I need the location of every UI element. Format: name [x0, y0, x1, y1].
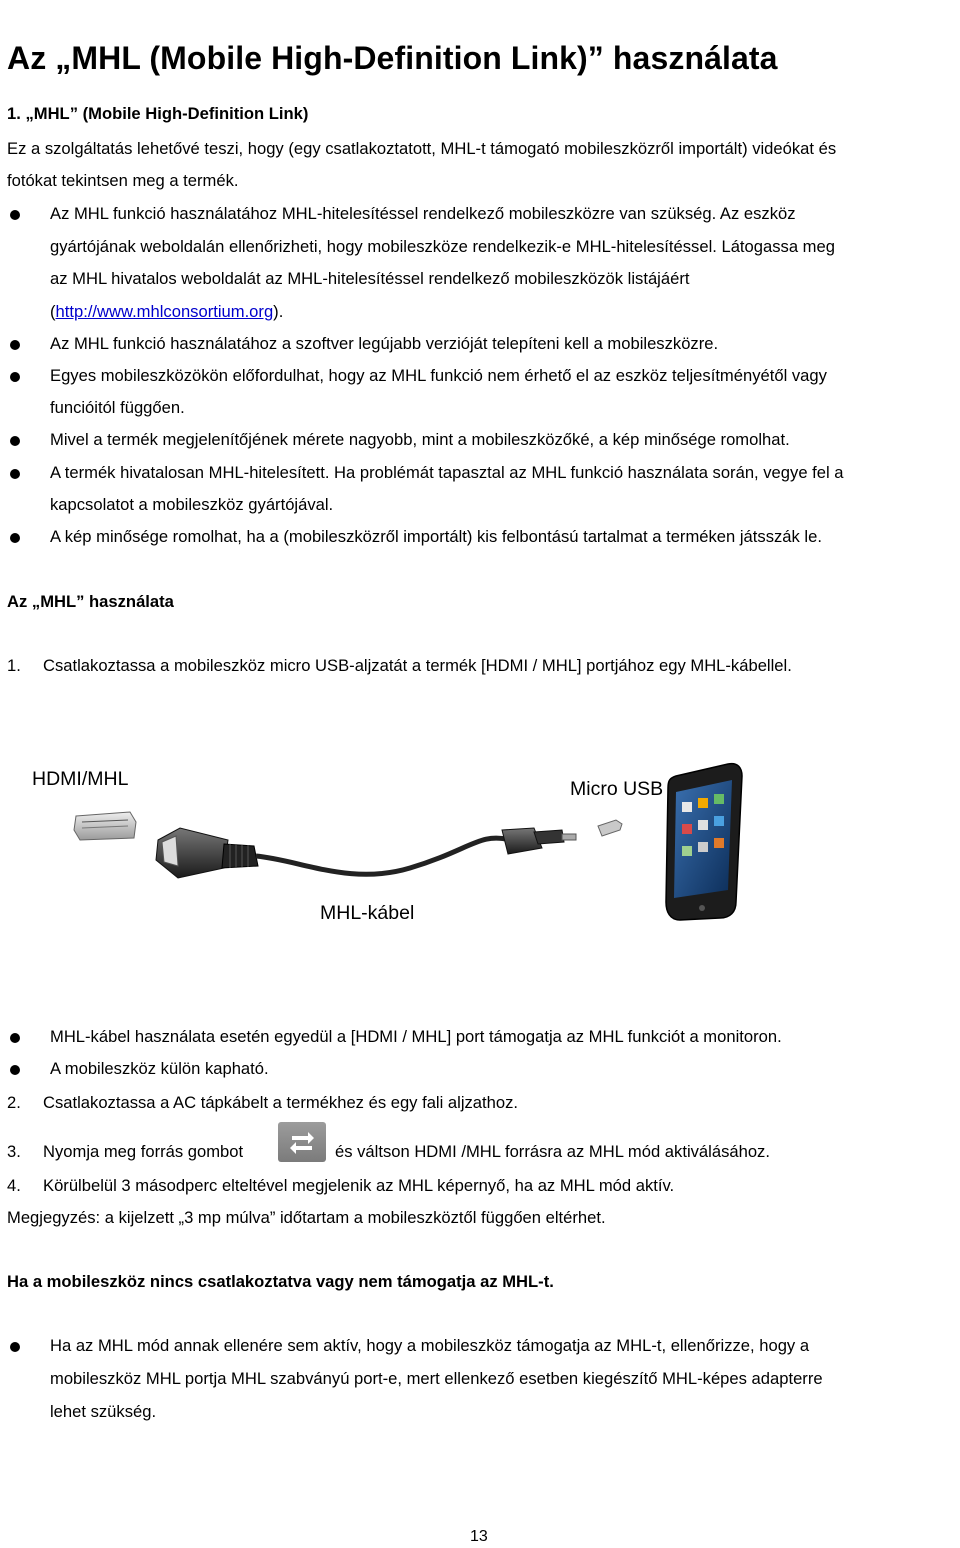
bullet-1-line-1: Az MHL funkció használatához MHL-hitelesítéssel rendelkező mobileszközre van szükség. Az eszköz — [50, 204, 796, 223]
micro-usb-label: Micro USB — [570, 778, 664, 800]
step-3-text-before: Nyomja meg forrás gombot — [43, 1142, 244, 1161]
source-arrows-icon — [278, 1122, 326, 1162]
mhl-cable-label: MHL-kábel — [320, 902, 415, 924]
step-3-number: 3. — [7, 1142, 21, 1161]
mhl-cable-icon — [150, 810, 590, 890]
page-number: 13 — [470, 1528, 488, 1545]
bullet-4-line-1: Mivel a termék megjelenítőjének mérete nagyobb, mint a mobileszközőké, a kép minősége romolhat. — [50, 430, 790, 449]
hdmi-mhl-label: HDMI/MHL — [32, 768, 129, 790]
step-1-number: 1. — [7, 656, 21, 675]
bullet-dot-icon — [10, 469, 20, 479]
bullet-2-line-1: Az MHL funkció használatához a szoftver legújabb verzióját telepíteni kell a mobileszközre. — [50, 334, 719, 353]
step-3-text-after: és váltson HDMI /MHL forrásra az MHL mód aktiválásához. — [335, 1142, 770, 1161]
troubleshoot-line-2: mobileszköz MHL portja MHL szabványú port-e, mert ellenkező esetben kiegészítő MHL-képes adapterre — [50, 1369, 823, 1388]
step-2-text: Csatlakoztassa a AC tápkábelt a termékhez és egy fali aljzathoz. — [43, 1093, 519, 1112]
step-1-text: Csatlakoztassa a mobileszköz micro USB-aljzatát a termék [HDMI / MHL] portjához egy MHL-kábellel. — [43, 656, 792, 675]
step-4-number: 4. — [7, 1176, 21, 1195]
bullet-dot-icon — [10, 372, 20, 382]
bullet-dot-icon — [10, 210, 20, 220]
bullet-dot-icon — [10, 1033, 20, 1043]
bullet-dot-icon — [10, 533, 20, 543]
note-text: Megjegyzés: a kijelzett „3 mp múlva” időtartam a mobileszköztől függően eltérhet. — [7, 1208, 606, 1227]
bullet-5-line-1: A termék hivatalosan MHL-hitelesített. Ha problémát tapasztal az MHL funkció használata során, vegye fel a — [50, 463, 844, 482]
mobile-phone-icon — [662, 762, 746, 922]
bullet-1-line-2: gyártójának weboldalán ellenőrizheti, hogy mobileszköze rendelkezik-e MHL-hitelesítéssel. Látogassa meg — [50, 237, 835, 256]
intro-line-2: fotókat tekintsen meg a termék. — [7, 171, 239, 190]
bullet-3-line-1: Egyes mobileszközökön előfordulhat, hogy az MHL funkció nem érhető el az eszköz teljesítményétől vagy — [50, 366, 827, 385]
bullet-6-line-1: A kép minősége romolhat, ha a (mobileszközről importált) kis felbontású tartalmat a terméken játsszák le. — [50, 527, 822, 546]
bullet-dot-icon — [10, 1342, 20, 1352]
bullet-3-line-2: funcióitól függően. — [50, 398, 185, 417]
bullet-dot-icon — [10, 340, 20, 350]
step-4-text: Körülbelül 3 másodperc elteltével megjelenik az MHL képernyő, ha az MHL mód aktív. — [43, 1176, 675, 1195]
link-suffix: ). — [273, 302, 284, 321]
source-switch-icon — [278, 1122, 326, 1162]
mhl-consortium-link[interactable]: http://www.mhlconsortium.org — [55, 302, 274, 321]
usage-heading: Az „MHL” használata — [7, 592, 174, 611]
page-title: Az „MHL (Mobile High-Definition Link)” használata — [7, 40, 778, 76]
bullet-dot-icon — [10, 1065, 20, 1075]
link-prefix: ( — [50, 302, 56, 321]
bullet-dot-icon — [10, 436, 20, 446]
micro-usb-connector-icon — [596, 816, 626, 838]
note-line-1: MHL-kábel használata esetén egyedül a [HDMI / MHL] port támogatja az MHL funkciót a monitoron. — [50, 1027, 782, 1046]
step-2-number: 2. — [7, 1093, 21, 1112]
troubleshoot-line-3: lehet szükség. — [50, 1402, 157, 1421]
troubleshoot-heading: Ha a mobileszköz nincs csatlakoztatva vagy nem támogatja az MHL-t. — [7, 1272, 554, 1291]
troubleshoot-line-1: Ha az MHL mód annak ellenére sem aktív, hogy a mobileszköz támogatja az MHL-t, ellenőrizze, hogy a — [50, 1336, 810, 1355]
bullet-1-line-3: az MHL hivatalos weboldalát az MHL-hitelesítéssel rendelkező mobileszközök listájáért — [50, 269, 690, 288]
note-line-2: A mobileszköz külön kapható. — [50, 1059, 269, 1078]
section-heading-mhl: 1. „MHL” (Mobile High-Definition Link) — [7, 104, 309, 123]
intro-line-1: Ez a szolgáltatás lehetővé teszi, hogy (egy csatlakoztatott, MHL-t támogató mobileszközről importált) videókat és — [7, 139, 837, 158]
hdmi-connector-icon — [70, 808, 140, 844]
bullet-5-line-2: kapcsolatot a mobileszköz gyártójával. — [50, 495, 334, 514]
bullet-1-line-4 — [50, 302, 283, 322]
mhl-connection-diagram — [0, 700, 960, 960]
